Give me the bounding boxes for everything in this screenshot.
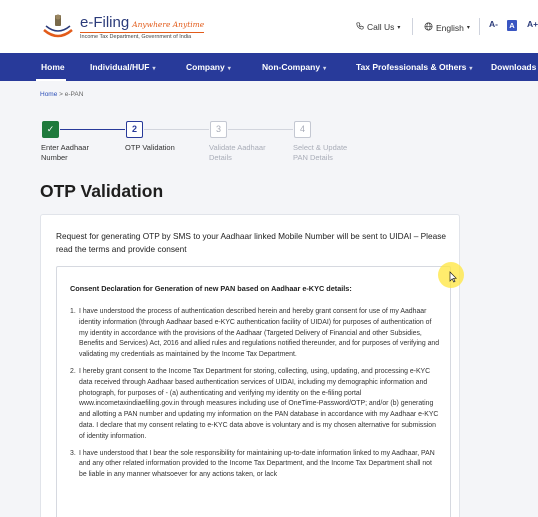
language-selector[interactable] xyxy=(424,22,470,33)
nav-individual-huf[interactable]: Individual/HUF ▾ xyxy=(90,62,156,72)
breadcrumb xyxy=(40,91,83,98)
otp-consent-card xyxy=(40,214,460,517)
chevron-down-icon: ▾ xyxy=(397,24,401,31)
step-3-number: 3 xyxy=(210,121,227,138)
page-title: OTP Validation xyxy=(40,181,164,201)
chevron-down-icon: ▾ xyxy=(227,66,231,72)
brand-name: e-Filing xyxy=(80,14,130,31)
brand-subtitle: Income Tax Department, Government of India xyxy=(80,32,204,40)
step-1-label: Enter Aadhaar Number xyxy=(41,143,89,162)
phone-icon xyxy=(356,22,364,32)
chevron-down-icon: ▾ xyxy=(323,66,327,72)
consent-item-3: 3. I have understood that I bear the sole responsibility for maintaining up-to-date information linked to my Aadhaar, PAN and any other related information provided to the Income Tax Department, and the Income Tax Department shall not be liable in any manner whatsoever for any actions taken, or lack xyxy=(70,449,435,479)
chevron-down-icon: ▾ xyxy=(152,66,156,72)
font-decrease-button[interactable]: A- xyxy=(489,19,498,29)
globe-icon xyxy=(424,22,433,33)
brand-tagline: Anywhere Anytime xyxy=(132,20,205,29)
breadcrumb-home[interactable]: Home xyxy=(40,91,58,98)
main-navigation xyxy=(0,53,538,81)
call-us-link[interactable] xyxy=(356,22,400,32)
consent-item-1: 1. I have understood the process of authentication described herein and hereby grant consent for use of my Aadhaar identity information (through Aadhaar based e-KYC authentication facility of UIDAI) for purposes of authentication of my identity in accordance with the provisions of the Aadhaar (Targeted Delivery of Financial and other Subsidies, Benefits and Services) Act, 2016 and allied rules and regulations notified thereunder, and for purposes of verifying and validating my credentials as maintained by the Income Tax Department. xyxy=(70,308,440,359)
consent-item-2: 2. I hereby grant consent to the Income Tax Department for storing, collecting, using, updating, and processing e-KYC data received through Aadhaar based authentication services of UIDAI, including my demographic information and photograph, for purposes of - (a) authenticating and verifying my identity on the e-filing portal www.incometaxindiaefiling.gov.in through measures including use of OneTime-Password/OTP; and/or (b) generating and allotting a PAN number and updating my information on the PAN database in accordance with my Aadhaar e-KYC data. I declare that my consent relating to e-KYC data above is voluntary and is my chosen alternative for submission of identity information. xyxy=(70,367,439,440)
nav-active-indicator xyxy=(36,79,66,81)
step-1-check-icon: ✓ xyxy=(42,121,59,138)
font-normal-button[interactable]: A xyxy=(507,20,517,31)
step-connector xyxy=(228,129,293,130)
breadcrumb-separator: > xyxy=(59,91,63,98)
nav-company[interactable]: Company ▾ xyxy=(186,62,231,72)
step-2-number: 2 xyxy=(126,121,143,138)
divider xyxy=(412,18,413,35)
nav-non-company[interactable]: Non-Company ▾ xyxy=(262,62,327,72)
step-2-label: OTP Validation xyxy=(125,143,175,152)
national-emblem-icon xyxy=(40,12,76,42)
step-connector xyxy=(60,129,125,130)
divider xyxy=(479,18,480,35)
breadcrumb-current: e-PAN xyxy=(64,91,84,98)
mouse-pointer-icon xyxy=(449,271,457,283)
efiling-logo[interactable] xyxy=(40,10,204,44)
font-increase-button[interactable]: A+ xyxy=(527,19,538,29)
consent-title: Consent Declaration for Generation of new PAN based on Aadhaar e-KYC details: xyxy=(70,284,352,293)
language-label: English xyxy=(436,22,464,33)
nav-tax-professionals[interactable]: Tax Professionals & Others ▾ xyxy=(356,62,473,72)
otp-intro-text: Request for generating OTP by SMS to your Aadhaar linked Mobile Number will be sent to UIDAI – Please read the terms and provide consent xyxy=(56,231,446,254)
step-connector xyxy=(144,129,209,130)
consent-declaration-box[interactable] xyxy=(56,266,451,517)
step-3-label: Validate Aadhaar Details xyxy=(209,143,266,162)
nav-downloads[interactable]: Downloads xyxy=(491,62,537,72)
step-4-label: Select & Update PAN Details xyxy=(293,143,348,162)
top-header xyxy=(0,0,538,53)
chevron-down-icon: ▾ xyxy=(469,66,473,72)
step-4-number: 4 xyxy=(294,121,311,138)
call-us-label: Call Us xyxy=(367,22,395,32)
chevron-down-icon: ▾ xyxy=(466,25,470,31)
consent-list xyxy=(70,307,440,487)
nav-home[interactable]: Home xyxy=(41,62,65,72)
